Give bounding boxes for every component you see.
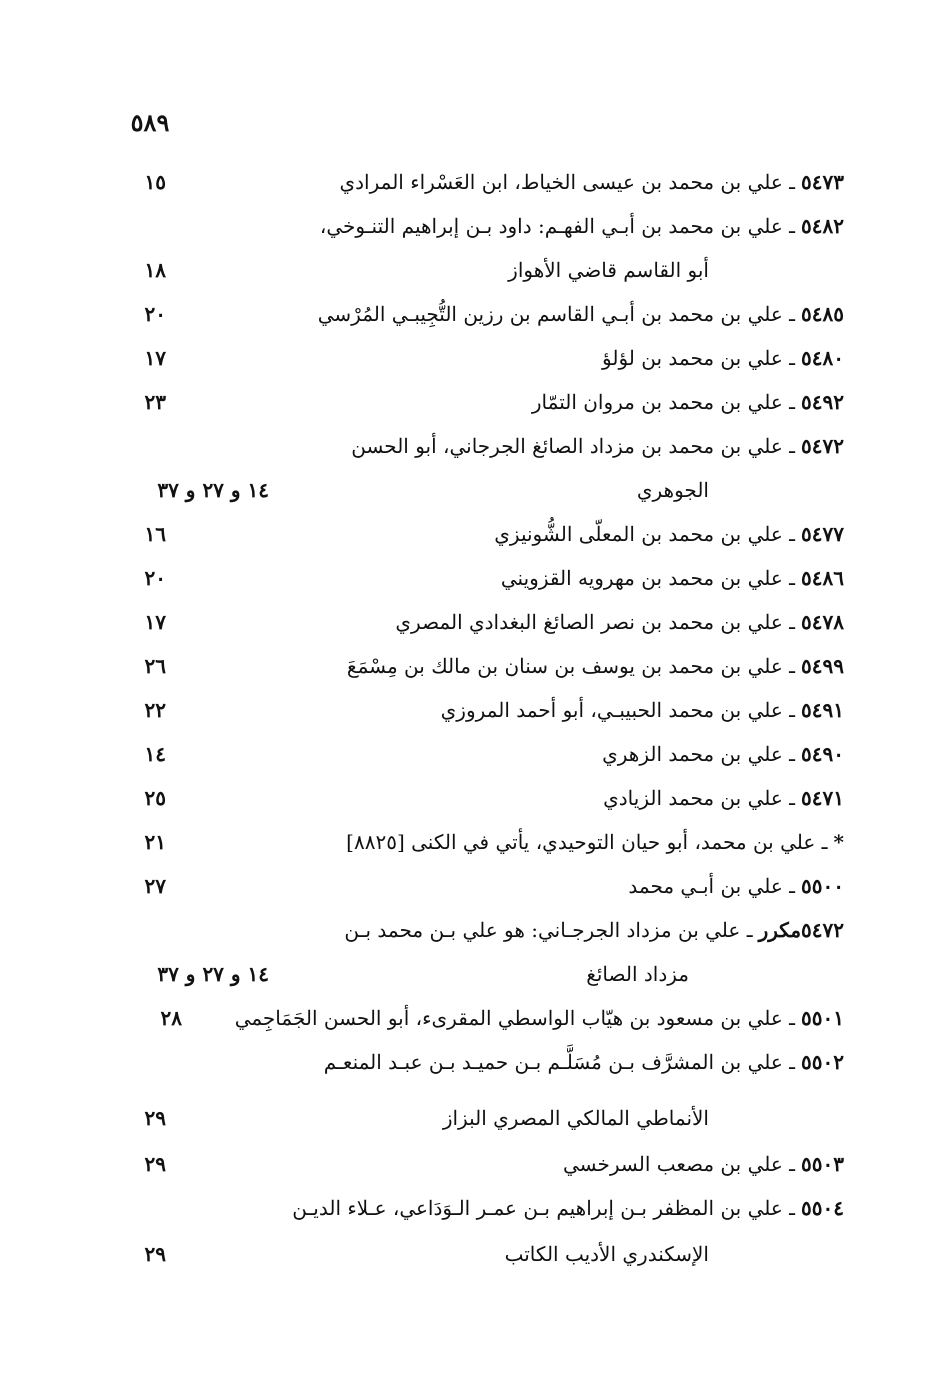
- entry-number: ٥٥٠٤: [801, 1196, 844, 1220]
- index-entry: [0, 1142, 934, 1186]
- entry-name: ـ علي بن محمد، أبو حيان التوحيدي، يأتي في الكنى [٨٨٢٥]: [346, 830, 828, 854]
- index-entry: [0, 644, 934, 688]
- index-entry-continuation: [0, 468, 934, 512]
- entry-name: مزداد الصائغ: [586, 962, 689, 986]
- index-entry: [0, 996, 934, 1040]
- entry-name: ـ علي بن محمد الحبيبـي، أبو أحمد المروزي: [440, 698, 796, 722]
- entry-text: [508, 248, 709, 292]
- page-reference: ١٦: [144, 522, 166, 546]
- entry-text: [586, 952, 689, 996]
- entry-number: ٥٤٨٢: [801, 214, 844, 238]
- index-entry-continuation: [0, 1232, 934, 1276]
- entry-number: ٥٤٨٠: [801, 346, 844, 370]
- index-entry: [0, 776, 934, 820]
- entry-number: ٥٤٩٢: [801, 390, 844, 414]
- entry-text: [505, 1232, 709, 1276]
- index-entry: [0, 732, 934, 776]
- index-entry: [0, 556, 934, 600]
- index-entry-continuation: [0, 1096, 934, 1140]
- entry-name: ـ علي بن محمد بن أبـي القاسم بن رزين التُّجِيبـي المُرْسي: [317, 302, 796, 326]
- entry-number: ٥٤٩٠: [801, 742, 844, 766]
- page-reference: ٢٥: [144, 786, 166, 810]
- page-reference: ٢٩: [144, 1106, 166, 1130]
- entry-name: ـ علي بن محمد بن مزداد الصائغ الجرجاني، أبو الحسن: [351, 434, 796, 458]
- entry-text: [494, 512, 844, 556]
- entry-number: ٥٥٠٢: [801, 1050, 844, 1074]
- entry-number: ٥٤٧١: [801, 786, 844, 810]
- entry-text: [318, 292, 844, 336]
- entry-name: ـ علي بن محمد بن المعلّى الشُّونيزي: [494, 522, 796, 546]
- page-reference: ٢٦: [144, 654, 166, 678]
- entry-name: ـ علي بن محمد الزيادي: [603, 786, 796, 810]
- entry-number: ٥٤٧٢: [801, 434, 844, 458]
- entry-number: ٥٥٠٠: [801, 874, 844, 898]
- page-reference: ٢٠: [144, 302, 166, 326]
- entry-name: ـ علي بن محمد بن نصر الصائغ البغدادي المصري: [395, 610, 796, 634]
- page-reference: ٢٩: [144, 1152, 166, 1176]
- page-reference: ١٧: [144, 610, 166, 634]
- entry-name: ـ علي بن محمد بن مهرويه القزويني: [500, 566, 796, 590]
- entry-text: [344, 908, 844, 952]
- index-entry-continuation: [0, 248, 934, 292]
- entry-text: [602, 336, 844, 380]
- entry-text: [320, 204, 844, 248]
- entry-text: [441, 688, 844, 732]
- entry-text: [351, 424, 844, 468]
- entry-text: [346, 820, 844, 864]
- index-entry: [0, 1186, 934, 1230]
- entry-name: ـ علي بن مسعود بن هيّاب الواسطي المقرىء، أبو الحسن الجَمَاجِمي: [234, 1006, 796, 1030]
- entry-number: ٥٤٧٨: [801, 610, 844, 634]
- entry-name: ـ علي بن محمد بن يوسف بن سنان بن مالك بن مِسْمَعَ: [346, 654, 796, 678]
- entry-name: ـ علي بن أبـي محمد: [628, 874, 796, 898]
- index-entry: [0, 512, 934, 556]
- page-reference: ٢٠: [144, 566, 166, 590]
- index-entry: [0, 292, 934, 336]
- entry-name: ـ علي بن محمد بن مروان التمّار: [531, 390, 796, 414]
- page-number: ٥٨٩: [130, 108, 170, 137]
- index-entry: [0, 204, 934, 248]
- entry-text: [563, 1142, 844, 1186]
- entry-text: [324, 1040, 844, 1084]
- entry-name: ـ علي بن المشرَّف بـن مُسَلَّـم بـن حميـد بـن عبـد المنعـم: [323, 1050, 796, 1074]
- index-entry: [0, 160, 934, 204]
- page-reference: ١٨: [144, 258, 166, 282]
- entry-name: أبو القاسم قاضي الأهواز: [508, 258, 709, 282]
- entry-text: [602, 732, 844, 776]
- entry-number: ٥٥٠١: [801, 1006, 844, 1030]
- entry-text: [292, 1186, 844, 1230]
- entry-text: [501, 556, 844, 600]
- index-entry: [0, 424, 934, 468]
- entry-name: ـ علي بن محمد بن عيسى الخياط، ابن العَسْراء المرادي: [339, 170, 796, 194]
- page-reference: ٢١: [144, 830, 166, 854]
- index-entry: [0, 336, 934, 380]
- index-entry-continuation: [0, 952, 934, 996]
- entry-text: [532, 380, 844, 424]
- index-entry: [0, 864, 934, 908]
- page-reference: ١٧: [144, 346, 166, 370]
- entry-text: [339, 160, 844, 204]
- entry-text: [395, 600, 844, 644]
- entry-text: [235, 996, 844, 1040]
- entry-number: ٥٤٧٢مكرر: [758, 918, 844, 942]
- entry-name: ـ علي بن مزداد الجرجـاني: هو علي بـن محمد بـن: [344, 918, 753, 942]
- entry-name: الجوهري: [636, 478, 709, 502]
- entry-text: [347, 644, 844, 688]
- entry-name: ـ علي بن محمد الزهري: [602, 742, 796, 766]
- entry-text: [637, 468, 709, 512]
- index-entry: [0, 908, 934, 952]
- page-reference: ٢٢: [144, 698, 166, 722]
- entry-name: الإسكندري الأديب الكاتب: [504, 1242, 709, 1266]
- entry-number: ٥٤٨٥: [801, 302, 844, 326]
- entry-text: [603, 776, 844, 820]
- entry-text: [628, 864, 844, 908]
- entry-number: ٥٥٠٣: [801, 1152, 844, 1176]
- page-reference: ٢٨: [160, 1006, 182, 1030]
- page-reference: ١٤ و ٢٧ و ٣٧: [157, 478, 269, 502]
- entry-name: الأنماطي المالكي المصري البزاز: [442, 1106, 709, 1130]
- entry-name: ـ علي بن محمد بن لؤلؤ: [602, 346, 796, 370]
- entry-number: ٥٤٧٧: [801, 522, 844, 546]
- index-entry: [0, 688, 934, 732]
- index-entry: [0, 820, 934, 864]
- entry-number: ٥٤٩١: [801, 698, 844, 722]
- entry-number: *: [833, 830, 844, 854]
- entry-number: ٥٤٧٣: [801, 170, 844, 194]
- entry-text: [443, 1096, 709, 1140]
- page-reference: ٢٧: [144, 874, 166, 898]
- page-reference: ٢٣: [144, 390, 166, 414]
- entry-name: ـ علي بن مصعب السرخسي: [562, 1152, 796, 1176]
- entry-number: ٥٤٨٦: [801, 566, 844, 590]
- page-reference: ١٥: [144, 170, 166, 194]
- index-entry: [0, 380, 934, 424]
- index-entry: [0, 1040, 934, 1084]
- entry-number: ٥٤٩٩: [801, 654, 844, 678]
- index-entry: [0, 600, 934, 644]
- page-reference: ٢٩: [144, 1242, 166, 1266]
- entry-name: ـ علي بن محمد بن أبـي الفهـم: داود بـن إبراهيم التنـوخي،: [319, 214, 796, 238]
- page-reference: ١٤ و ٢٧ و ٣٧: [157, 962, 269, 986]
- entry-name: ـ علي بن المظفر بـن إبراهيم بـن عمـر الـوَدَاعي، عـلاء الديـن: [292, 1196, 796, 1220]
- page-reference: ١٤: [144, 742, 166, 766]
